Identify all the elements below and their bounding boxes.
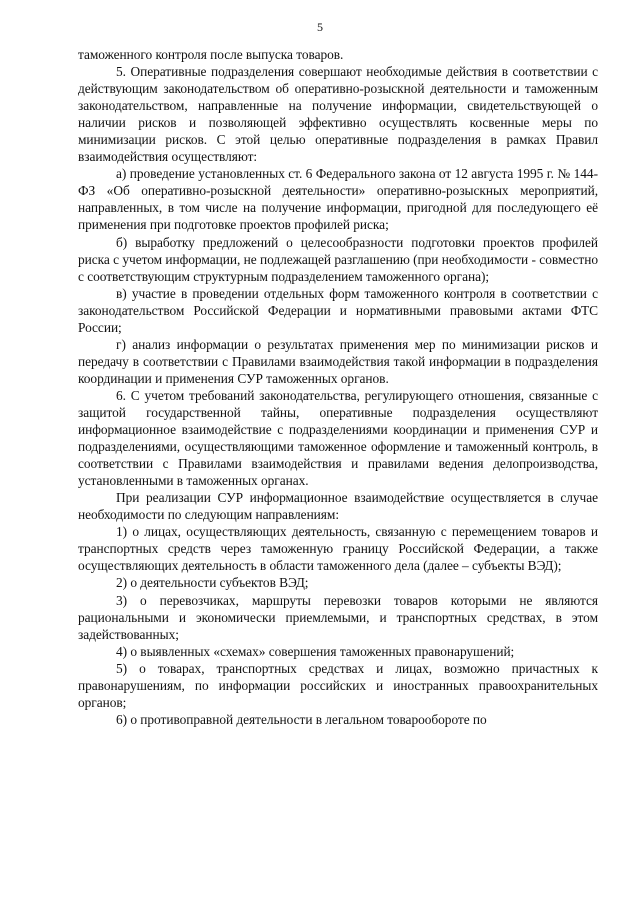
- paragraph-direction-4: 4) о выявленных «схемах» совершения таможенных правонарушений;: [116, 643, 515, 659]
- paragraph-subitem-g: г) анализ информации о результатах применения мер по минимизации рисков и передачу в соответствии с Правилами взаимодействия такой информации в подразделения координации и применения СУР таможенных органов.: [78, 336, 598, 386]
- paragraph-subitem-b: б) выработку предложений о целесообразности подготовки проектов профилей риска с учетом информации, не подлежащей разглашению (при необходимости - совместно с соответствующим структурным подразделением таможенного органа);: [78, 234, 598, 284]
- document-body: [78, 46, 598, 728]
- paragraph-subitem-v: в) участие в проведении отдельных форм таможенного контроля в соответствии с законодательством Российской Федерации и нормативными правовыми актами ФТС России;: [78, 285, 598, 335]
- paragraph-direction-1: 1) о лицах, осуществляющих деятельность, связанную с перемещением товаров и транспортных средств через таможенную границу Российской Федерации, а также осуществляющих деятельность в области таможенного дела (далее – субъекты ВЭД);: [78, 524, 598, 574]
- paragraph-item-6: 6. С учетом требований законодательства, регулирующего отношения, связанные с защитой государственной тайны, оперативные подразделения осуществляют информационное взаимодействие с подразделениями координации и применения СУР и подразделениями, осуществляющими таможенное оформление и таможенный контроль, в соответствии с Правилами взаимодействия и правилами ведения делопроизводства, установленными в таможенных органах.: [78, 387, 598, 489]
- page-number: 5: [317, 20, 323, 34]
- paragraph-item-5: 5. Оперативные подразделения совершают необходимые действия в соответствии с действующим законодательством об оперативно-розыскной деятельности и таможенным законодательством, направленные на получение информации, свидетельствующей о наличии рисков и позволяющей эффективно осуществлять косвенные меры по минимизации рисков. С этой целью оперативные подразделения в рамках Правил взаимодействия осуществляют:: [78, 64, 598, 165]
- paragraph-direction-3: 3) о перевозчиках, маршруты перевозки товаров которыми не являются рациональными и экономически приемлемыми, и транспортных средствах, в этом задействованных;: [78, 592, 598, 642]
- paragraph-direction-2: 2) о деятельности субъектов ВЭД;: [116, 575, 309, 591]
- paragraph-direction-6: 6) о противоправной деятельности в легальном товарообороте по: [116, 711, 487, 727]
- paragraph-direction-5: 5) о товарах, транспортных средствах и лицах, возможно причастных к правонарушениям, по информации российских и иностранных правоохранительных органов;: [78, 660, 598, 710]
- paragraph-subitem-a: а) проведение установленных ст. 6 Федерального закона от 12 августа 1995 г. № 144-ФЗ «Об оперативно-розыскной деятельности» оперативно-розыскных мероприятий, направленных, в том числе на получение информации, пригодной для последующего её применения при подготовке проектов профилей риска;: [78, 166, 598, 233]
- paragraph-continuation: таможенного контроля после выпуска товаров.: [78, 47, 344, 62]
- paragraph-directions-intro: При реализации СУР информационное взаимодействие осуществляется в случае необходимости по следующим направлениям:: [78, 490, 598, 523]
